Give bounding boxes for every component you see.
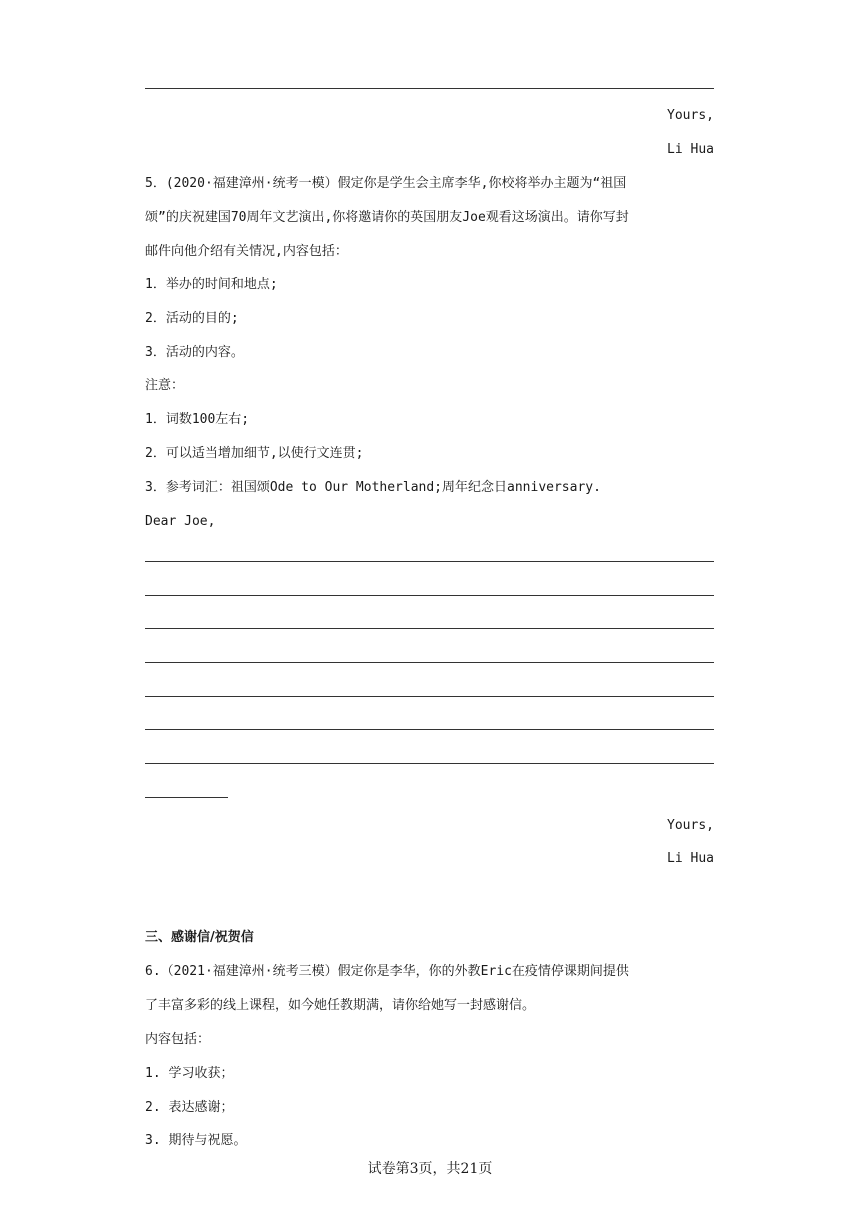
- answer-line-short[interactable]: [145, 797, 228, 798]
- question-6-point-2: 2. 表达感谢；: [145, 1100, 234, 1115]
- answer-line[interactable]: [145, 662, 714, 663]
- question-5-closing: Yours,: [667, 818, 714, 833]
- answer-line[interactable]: [145, 763, 714, 764]
- answer-line[interactable]: [145, 729, 714, 730]
- question-5-point-1: 1．举办的时间和地点;: [145, 277, 278, 292]
- question-5-point-2: 2．活动的目的;: [145, 311, 239, 326]
- question-5-note-3: 3．参考词汇：祖国颂Ode to Our Motherland;周年纪念日anniversary.: [145, 480, 601, 495]
- answer-line[interactable]: [145, 696, 714, 697]
- question-6-point-3: 3. 期待与祝愿。: [145, 1133, 247, 1148]
- question-5-stem-line-3: 邮件向他介绍有关情况,内容包括：: [145, 244, 348, 259]
- question-5-note-1: 1．词数100左右;: [145, 412, 250, 427]
- question-5-salutation: Dear Joe,: [145, 514, 216, 529]
- signoff-name: Li Hua: [667, 142, 714, 157]
- question-6-point-1: 1. 学习收获；: [145, 1066, 234, 1081]
- question-5-notes-label: 注意：: [145, 378, 185, 393]
- question-5-stem-line-1: 5．(2020·福建漳州·统考一模）假定你是学生会主席李华,你校将举办主题为“祖国: [145, 176, 627, 191]
- answer-line[interactable]: [145, 628, 714, 629]
- section-3-heading: 三、感谢信/祝贺信: [145, 930, 254, 945]
- question-6-stem-line-1: 6.（2021·福建漳州·统考三模）假定你是李华，你的外教Eric在疫情停课期间提供: [145, 964, 629, 979]
- signoff-closing: Yours,: [667, 108, 714, 123]
- page-footer: 试卷第3页，共21页: [367, 1161, 493, 1177]
- question-5-point-3: 3．活动的内容。: [145, 345, 244, 360]
- answer-line: [145, 88, 714, 89]
- question-5-note-2: 2．可以适当增加细节,以使行文连贯;: [145, 446, 364, 461]
- answer-line[interactable]: [145, 595, 714, 596]
- question-5-stem-line-2: 颂”的庆祝建国70周年文艺演出,你将邀请你的英国朋友Joe观看这场演出。请你写封: [145, 210, 629, 225]
- answer-line[interactable]: [145, 561, 714, 562]
- question-5-name: Li Hua: [667, 851, 714, 866]
- question-6-stem-line-2: 了丰富多彩的线上课程，如今她任教期满，请你给她写一封感谢信。: [145, 998, 536, 1013]
- question-6-content-label: 内容包括：: [145, 1032, 211, 1047]
